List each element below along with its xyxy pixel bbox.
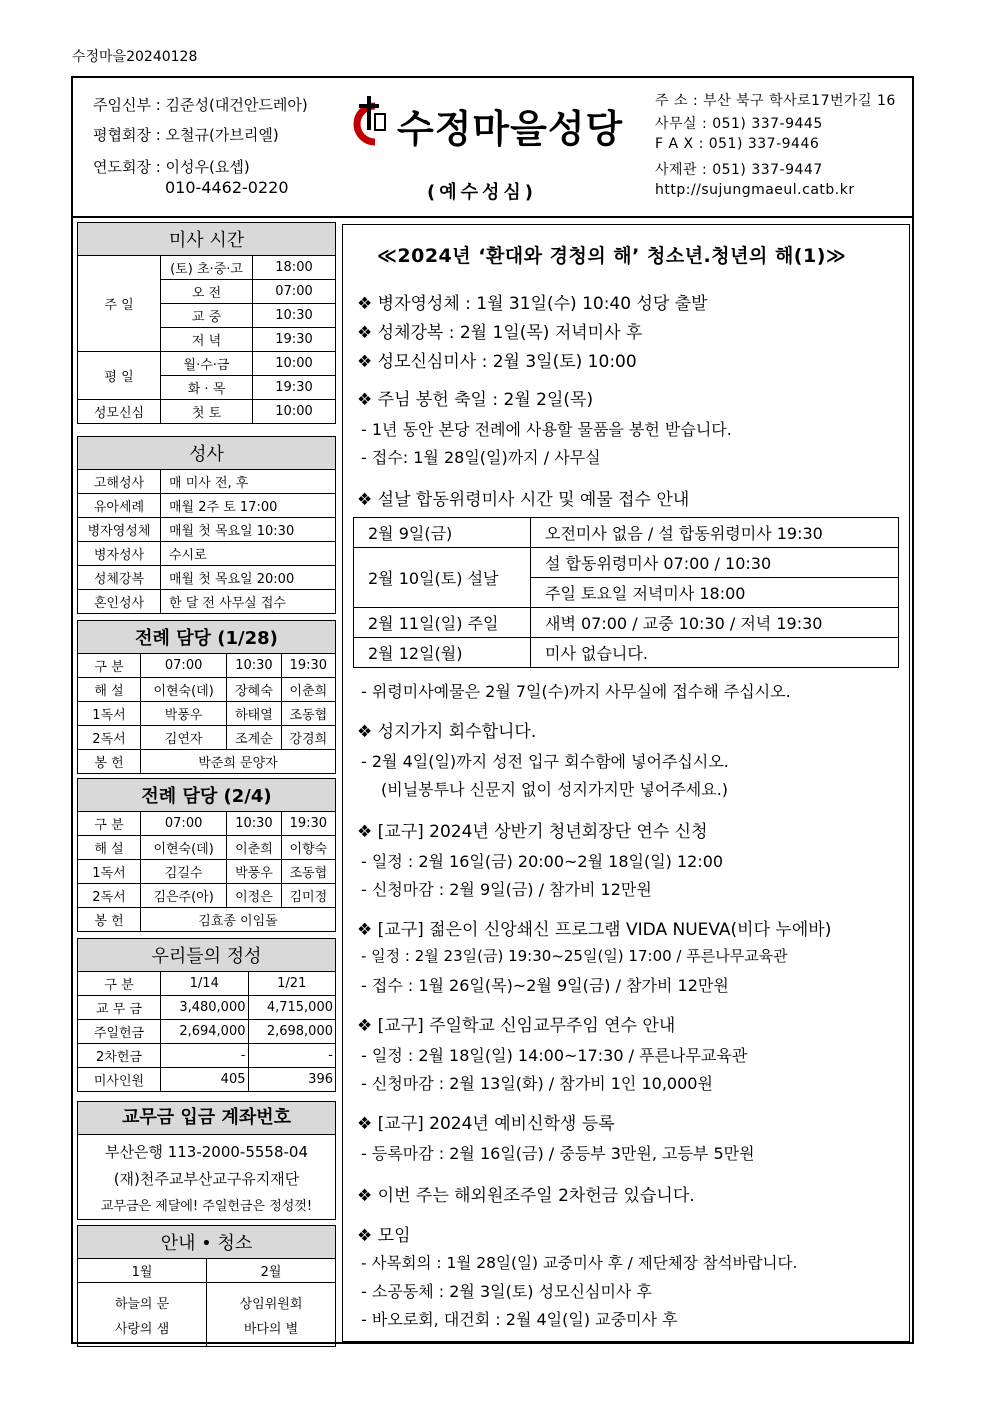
memorial-mass-schedule — [353, 517, 899, 668]
schedule-info: 오전미사 없음 / 설 합동위령미사 19:30 — [531, 518, 899, 548]
cleaning-month: 1월 — [78, 1259, 207, 1283]
schedule-info: 새벽 07:00 / 교중 10:30 / 저녁 19:30 — [531, 608, 899, 638]
announcement-detail: - 사목회의 : 1월 28일(일) 교중미사 후 / 제단체장 참석바랍니다. — [361, 1254, 798, 1272]
cleaning-group-feb — [207, 1283, 336, 1347]
liturgy-cell: 조계순 — [227, 726, 281, 750]
liturgy-cell: 조동협 — [281, 702, 335, 726]
offering-table — [77, 938, 336, 1092]
mass-time-title: 미사 시간 — [78, 223, 336, 256]
announcements-title: ≪2024년 ‘환대와 경청의 해’ 청소년.청년의 해(1)≫ — [377, 245, 847, 267]
announcement: ❖ 성모신심미사 : 2월 3일(토) 10:00 — [357, 352, 637, 372]
liturgy-head: 구 분 — [78, 812, 141, 836]
sacrament-time: 매월 첫 목요일 20:00 — [161, 566, 336, 590]
mass-time: 10:00 — [253, 352, 336, 376]
schedule-date: 2월 9일(금) — [354, 518, 531, 548]
schedule-info: 설 합동위령미사 07:00 / 10:30 — [531, 548, 899, 578]
marian-label: 성모신심 — [78, 400, 161, 424]
liturgy-role: 해 설 — [78, 836, 141, 860]
announcement-detail: - 바오로회, 대건회 : 2월 4일(일) 교중미사 후 — [361, 1310, 678, 1329]
mass-time: 07:00 — [253, 280, 336, 304]
liturgy-offer: 박준희 문양자 — [141, 750, 336, 774]
announcement-detail: - 일정 : 2월 18일(일) 14:00~17:30 / 푸른나무교육관 — [361, 1046, 748, 1065]
liturgy-cell: 조동협 — [281, 860, 335, 884]
announcement: ❖ [교구] 2024년 예비신학생 등록 — [357, 1114, 615, 1134]
announcement-detail: - 신청마감 : 2월 9일(금) / 참가비 12만원 — [361, 880, 652, 899]
youth-president-line: 연도회장 : 이성우(요셉) — [93, 158, 250, 176]
announcement: ❖ 이번 주는 해외원조주일 2차헌금 있습니다. — [357, 1186, 695, 1206]
announcement: ❖ [교구] 2024년 상반기 청년회장단 연수 신청 — [357, 822, 708, 842]
account-holder: (재)천주교부산교구유지재단 — [113, 1170, 300, 1188]
liturgy-role: 2독서 — [78, 884, 141, 908]
offering-value: 2,698,000 — [248, 1020, 336, 1044]
mass-time: 10:00 — [253, 400, 336, 424]
sacrament-name: 병자성사 — [78, 542, 161, 566]
liturgy-cell: 김길수 — [141, 860, 227, 884]
liturgy-head: 19:30 — [281, 812, 335, 836]
sacrament-time: 매 미사 전, 후 — [161, 470, 336, 494]
council-line: 평협회장 : 오철규(가브리엘) — [93, 126, 279, 144]
offering-head: 1/21 — [248, 972, 336, 996]
mass-time: 10:30 — [253, 304, 336, 328]
liturgy-head: 10:30 — [227, 654, 281, 678]
account-number: 부산은행 113-2000-5558-04 — [104, 1143, 309, 1161]
sacrament-name: 혼인성사 — [78, 590, 161, 614]
announcement-detail: - 일정 : 2월 23일(금) 19:30~25일(일) 17:00 / 푸른나무교육관 — [361, 947, 788, 965]
announcement-detail: - 신청마감 : 2월 13일(화) / 참가비 1인 10,000원 — [361, 1074, 713, 1093]
liturgy-cell: 박풍우 — [227, 860, 281, 884]
offering-label: 교 무 금 — [78, 996, 161, 1020]
liturgy-cell: 이현숙(데) — [141, 678, 227, 702]
church-logo — [345, 92, 645, 162]
mass-name: (토) 초·중·고 — [161, 256, 253, 280]
announcement: ❖ 성체강복 : 2월 1일(목) 저녁미사 후 — [357, 323, 643, 343]
schedule-date: 2월 12일(월) — [354, 638, 531, 668]
liturgy-role: 해 설 — [78, 678, 141, 702]
liturgy-offer: 김효종 이임돌 — [141, 908, 336, 932]
cleaning-title: 안내 • 청소 — [78, 1226, 336, 1259]
liturgy-cell: 김은주(아) — [141, 884, 227, 908]
liturgy-cell: 이정은 — [227, 884, 281, 908]
sacrament-time: 매월 첫 목요일 10:30 — [161, 518, 336, 542]
cleaning-group: 하늘의 문 — [114, 1296, 170, 1312]
schedule-date: 2월 11일(일) 주일 — [354, 608, 531, 638]
church-name: 수정마을성당 — [397, 107, 624, 151]
fax: F A X : 051) 337-9446 — [655, 136, 820, 152]
offering-value: - — [161, 1044, 249, 1068]
offering-head: 구 분 — [78, 972, 161, 996]
announcement-detail: (비닐봉투나 신문지 없이 성지가지만 넣어주세요.) — [381, 780, 729, 799]
announcement-detail: - 위령미사예물은 2월 7일(수)까지 사무실에 접수해 주십시오. — [361, 682, 791, 701]
sacraments-table — [77, 436, 336, 614]
sacrament-time: 한 달 전 사무실 접수 — [161, 590, 336, 614]
mass-time: 18:00 — [253, 256, 336, 280]
liturgy-role: 봉 헌 — [78, 750, 141, 774]
offering-value: 396 — [248, 1068, 336, 1092]
announcement: ❖ [교구] 주일학교 신임교무주임 연수 안내 — [357, 1016, 676, 1036]
announcement: ❖ 설날 합동위령미사 시간 및 예물 접수 안내 — [357, 490, 690, 510]
sacrament-name: 성체강복 — [78, 566, 161, 590]
motto: (예수성심) — [427, 182, 538, 203]
cleaning-month: 2월 — [207, 1259, 336, 1283]
cleaning-group: 바다의 별 — [243, 1321, 299, 1337]
announcement-detail: - 등록마감 : 2월 16일(금) / 중등부 3만원, 고등부 5만원 — [361, 1144, 755, 1163]
liturgy-head: 07:00 — [141, 812, 227, 836]
church-emblem-icon — [345, 92, 397, 152]
announcement: ❖ [교구] 젊은이 신앙쇄신 프로그램 VIDA NUEVA(비다 누에바) — [357, 920, 832, 940]
offering-label: 2차헌금 — [78, 1044, 161, 1068]
offering-value: - — [248, 1044, 336, 1068]
mass-name: 교 중 — [161, 304, 253, 328]
liturgy-cell: 하태열 — [227, 702, 281, 726]
liturgy-head: 10:30 — [227, 812, 281, 836]
rectory-phone: 사제관 : 051) 337-9447 — [655, 162, 823, 178]
announcement-detail: - 1년 동안 본당 전례에 사용할 물품을 봉헌 받습니다. — [361, 420, 732, 439]
offering-label: 미사인원 — [78, 1068, 161, 1092]
account-box — [77, 1101, 336, 1220]
liturgy-head: 07:00 — [141, 654, 227, 678]
offering-label: 주일헌금 — [78, 1020, 161, 1044]
sacrament-name: 유아세례 — [78, 494, 161, 518]
cleaning-group: 사랑의 샘 — [114, 1321, 170, 1337]
announcements-panel — [342, 224, 910, 1342]
liturgy-table-0128 — [77, 620, 336, 774]
announcement-detail: - 소공동체 : 2월 3일(토) 성모신심미사 후 — [361, 1282, 652, 1301]
liturgy-cell: 이춘희 — [281, 678, 335, 702]
liturgy-cell: 김미정 — [281, 884, 335, 908]
mass-name: 화 · 목 — [161, 376, 253, 400]
offering-title: 우리들의 정성 — [78, 939, 336, 972]
cleaning-group-jan — [78, 1283, 207, 1347]
mass-name: 저 녁 — [161, 328, 253, 352]
mass-name: 첫 토 — [161, 400, 253, 424]
mass-time: 19:30 — [253, 376, 336, 400]
mass-name: 월·수·금 — [161, 352, 253, 376]
announcement: ❖ 주님 봉헌 축일 : 2월 2일(목) — [357, 390, 594, 410]
cleaning-table — [77, 1225, 336, 1347]
cleaning-group: 상임위원회 — [239, 1296, 303, 1312]
liturgy-role: 2독서 — [78, 726, 141, 750]
pastor-line: 주임신부 : 김준성(대건안드레아) — [93, 96, 308, 114]
sacrament-time: 수시로 — [161, 542, 336, 566]
liturgy-table-0204 — [77, 778, 336, 932]
announcement-detail: - 접수: 1월 28일(일)까지 / 사무실 — [361, 448, 601, 467]
website-link[interactable]: http://sujungmaeul.catb.kr — [655, 182, 855, 198]
liturgy-head: 구 분 — [78, 654, 141, 678]
announcement-detail: - 일정 : 2월 16일(금) 20:00~2월 18일(일) 12:00 — [361, 852, 724, 871]
liturgy-cell: 강경희 — [281, 726, 335, 750]
liturgy-cell: 장혜숙 — [227, 678, 281, 702]
announcement: ❖ 성지가지 회수합니다. — [357, 722, 537, 742]
sacrament-time: 매월 2주 토 17:00 — [161, 494, 336, 518]
liturgy-title: 전례 담당 (2/4) — [78, 779, 336, 812]
sacraments-title: 성사 — [78, 437, 336, 470]
account-title: 교무금 입금 계좌번호 — [78, 1102, 335, 1135]
announcement: ❖ 모임 — [357, 1226, 411, 1246]
sunday-label: 주 일 — [78, 256, 161, 352]
offering-value: 4,715,000 — [248, 996, 336, 1020]
schedule-date: 2월 10일(토) 설날 — [354, 548, 531, 608]
liturgy-cell: 이현숙(데) — [141, 836, 227, 860]
announcement-detail: - 2월 4일(일)까지 성전 입구 회수함에 넣어주십시오. — [361, 752, 729, 771]
mass-time-table — [77, 222, 336, 424]
liturgy-cell: 이향숙 — [281, 836, 335, 860]
liturgy-cell: 이춘희 — [227, 836, 281, 860]
address: 주 소 : 부산 북구 학사로17번가길 16 — [655, 93, 896, 109]
liturgy-head: 19:30 — [281, 654, 335, 678]
mass-name: 오 전 — [161, 280, 253, 304]
liturgy-cell: 김연자 — [141, 726, 227, 750]
offering-value: 2,694,000 — [161, 1020, 249, 1044]
sacrament-name: 병자영성체 — [78, 518, 161, 542]
youth-president-phone: 010-4462-0220 — [165, 178, 289, 197]
schedule-info: 미사 없습니다. — [531, 638, 899, 668]
account-note: 교무금은 제달에! 주일헌금은 정성껏! — [100, 1199, 313, 1214]
announcement-detail: - 접수 : 1월 26일(목)~2월 9일(금) / 참가비 12만원 — [361, 976, 729, 995]
office-phone: 사무실 : 051) 337-9445 — [655, 116, 823, 132]
liturgy-role: 봉 헌 — [78, 908, 141, 932]
liturgy-cell: 박풍우 — [141, 702, 227, 726]
bulletin-frame — [71, 76, 914, 1344]
liturgy-role: 1독서 — [78, 702, 141, 726]
document-id: 수정마을20240128 — [72, 49, 198, 65]
liturgy-role: 1독서 — [78, 860, 141, 884]
offering-value: 405 — [161, 1068, 249, 1092]
liturgy-title: 전례 담당 (1/28) — [78, 621, 336, 654]
announcement: ❖ 병자영성체 : 1월 31일(수) 10:40 성당 출발 — [357, 294, 708, 314]
schedule-info: 주일 토요일 저녁미사 18:00 — [531, 578, 899, 608]
offering-value: 3,480,000 — [161, 996, 249, 1020]
weekday-label: 평 일 — [78, 352, 161, 400]
offering-head: 1/14 — [161, 972, 249, 996]
mass-time: 19:30 — [253, 328, 336, 352]
header — [73, 78, 912, 218]
sacrament-name: 고해성사 — [78, 470, 161, 494]
